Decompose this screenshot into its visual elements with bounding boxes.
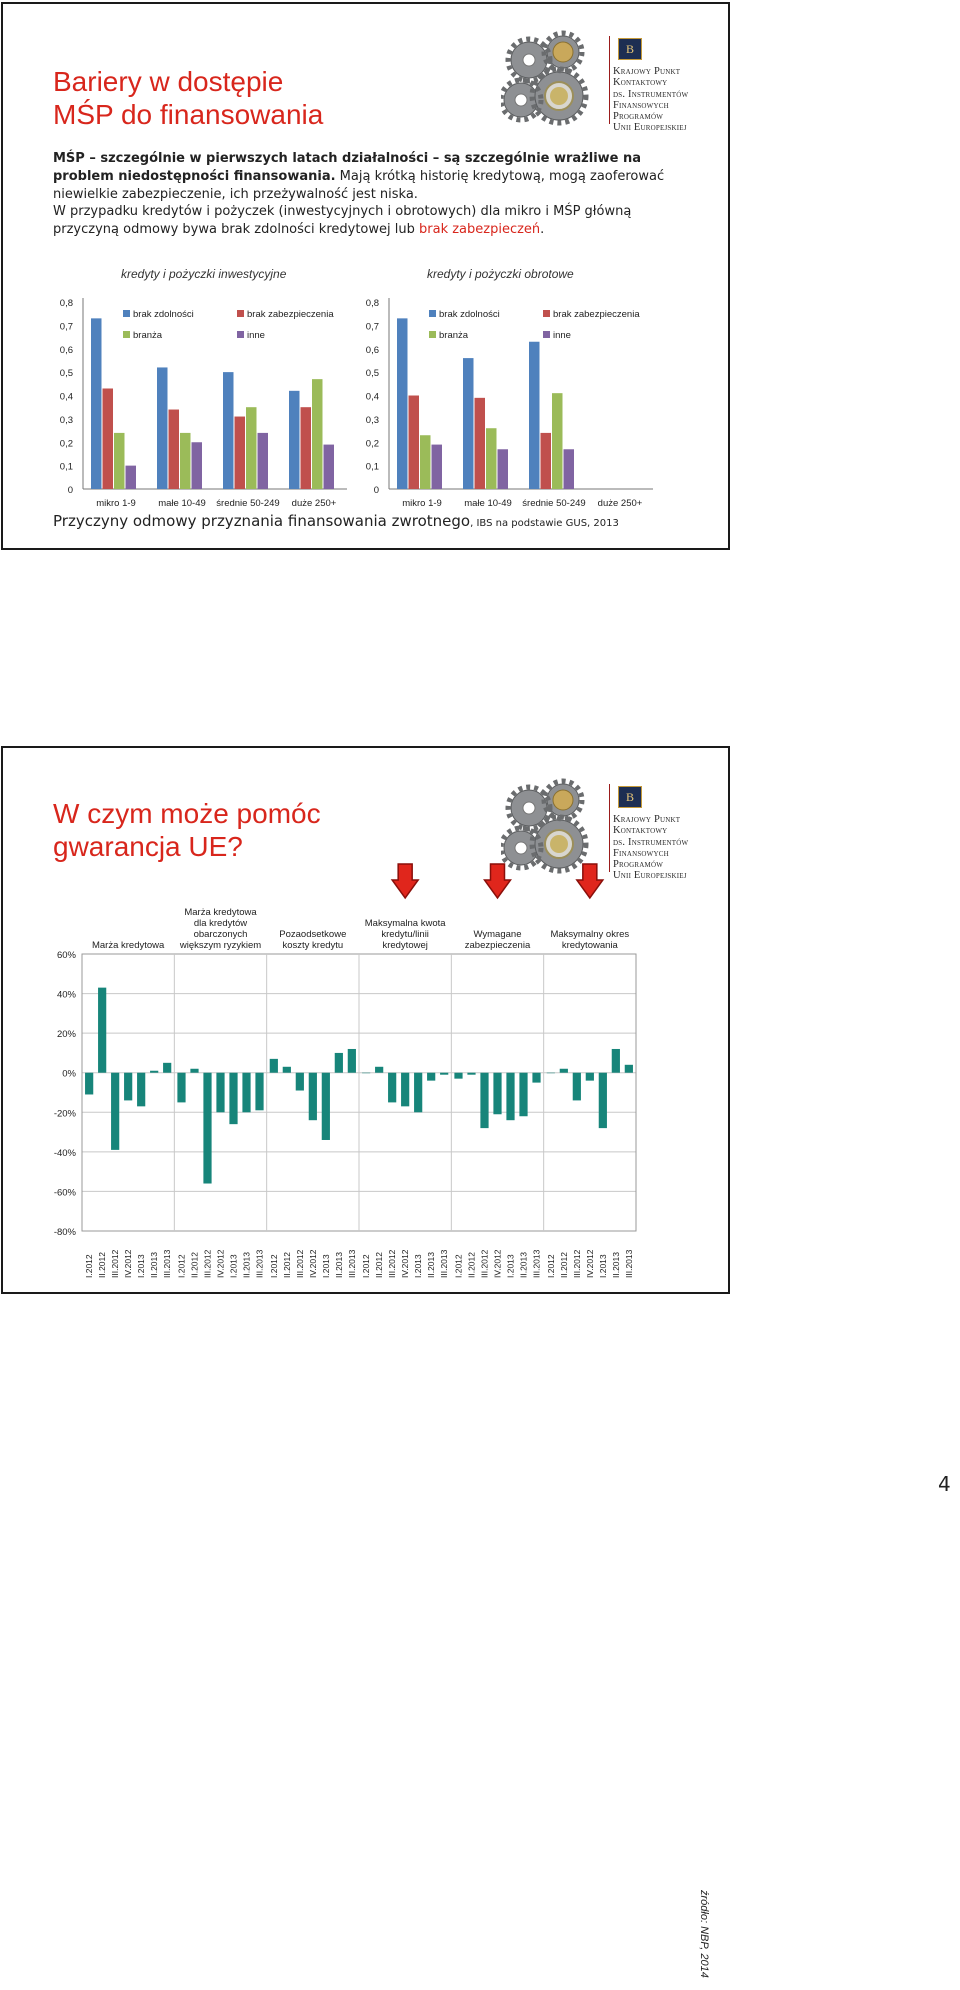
bar	[463, 358, 474, 489]
bar	[255, 1073, 263, 1111]
bar	[564, 449, 575, 489]
y-tick-label: 0,4	[365, 391, 379, 403]
bar	[91, 318, 102, 489]
bar	[190, 1069, 198, 1073]
bar	[427, 1073, 435, 1081]
bar	[414, 1073, 422, 1113]
bar	[409, 396, 420, 490]
bar	[498, 449, 509, 489]
x-tick-label: I.2013	[505, 1254, 516, 1278]
y-tick-label: 0,8	[365, 298, 379, 309]
bar	[289, 391, 300, 489]
legend-swatch	[123, 310, 130, 317]
legend-label: inne	[247, 330, 265, 341]
bar	[180, 433, 191, 489]
y-tick-label: 0,1	[59, 461, 73, 473]
x-tick-label: IV.2012	[584, 1249, 595, 1278]
bar	[246, 407, 257, 489]
paragraph-refusal-reasons: W przypadku kredytów i pożyczek (inwestycyjnych i obrotowych) dla mikro i MŚP główną przyczyną odmowy bywa brak zdolności kredytowej lub brak zabezpieczeń.	[53, 204, 632, 237]
bar	[322, 1073, 330, 1140]
chart-working-capital-loans	[357, 260, 657, 510]
group-label: Wymagane zabezpieczenia	[464, 929, 531, 951]
bar	[203, 1073, 211, 1184]
x-tick-label: III.2013	[162, 1249, 173, 1278]
emblem-icon: B	[618, 38, 642, 60]
logo-divider	[609, 784, 610, 872]
y-tick-label: 0,3	[59, 414, 73, 426]
x-tick-label: I.2012	[176, 1254, 187, 1278]
y-tick-label: 0,5	[59, 368, 73, 380]
y-tick-label: 0,8	[59, 298, 73, 309]
chart-title: kredyty i pożyczki obrotowe	[427, 267, 574, 281]
x-tick-label: duże 250+	[597, 498, 643, 509]
x-tick-label: IV.2012	[492, 1249, 503, 1278]
bar	[157, 367, 168, 489]
chart-caption: Przyczyny odmowy przyznania finansowania zwrotnego, IBS na podstawie GUS, 2013	[53, 512, 619, 530]
bar	[163, 1063, 171, 1073]
y-tick-label: 0	[67, 485, 73, 496]
bar	[235, 417, 246, 489]
bar	[547, 1073, 555, 1074]
legend-swatch	[543, 331, 550, 338]
bar	[229, 1073, 237, 1124]
y-tick-label: 0,5	[365, 368, 379, 380]
x-tick-label: III.2013	[531, 1249, 542, 1278]
x-tick-label: II.2012	[281, 1252, 292, 1278]
source-note	[695, 1890, 715, 1990]
x-tick-label: III.2013	[254, 1249, 265, 1278]
legend-swatch	[123, 331, 130, 338]
bar	[552, 393, 563, 489]
legend-swatch	[237, 310, 244, 317]
bar	[486, 428, 497, 489]
legend-swatch	[429, 310, 436, 317]
bar	[242, 1073, 250, 1113]
organization-text: Krajowy Punkt Kontaktowy ds. Instrumentów Finansowych Programów Unii Europejskiej	[613, 66, 689, 134]
x-tick-label: III.2013	[439, 1249, 450, 1278]
y-tick-label: 0,3	[365, 414, 379, 426]
bar	[560, 1069, 568, 1073]
bar	[137, 1073, 145, 1107]
bar	[335, 1053, 343, 1073]
y-tick-label: -60%	[53, 1187, 76, 1199]
page-number: 4	[938, 1472, 951, 1496]
source-text: źródło: NBP, 2014	[698, 1890, 710, 1978]
bar	[98, 988, 106, 1073]
gears-icon	[501, 30, 596, 130]
slide-barriers	[1, 2, 730, 550]
x-tick-label: średnie 50-249	[522, 498, 586, 509]
bar	[348, 1049, 356, 1073]
bar	[467, 1073, 475, 1075]
bar	[529, 342, 540, 489]
x-tick-label: I.2012	[268, 1254, 279, 1278]
title-line-1: Bariery w dostępie	[53, 66, 284, 97]
bar	[296, 1073, 304, 1091]
bar	[420, 435, 431, 489]
bar	[270, 1059, 278, 1073]
y-tick-label: -20%	[53, 1108, 76, 1120]
x-tick-label: I.2013	[320, 1254, 331, 1278]
bar	[216, 1073, 224, 1113]
x-tick-label: I.2013	[136, 1254, 147, 1278]
bar	[573, 1073, 581, 1101]
bar	[309, 1073, 317, 1120]
legend-label: brak zabezpieczenia	[553, 309, 640, 320]
y-tick-label: 0,7	[59, 321, 73, 333]
bar	[506, 1073, 514, 1120]
x-tick-label: I.2012	[545, 1254, 556, 1278]
bar	[625, 1065, 633, 1073]
x-tick-label: małe 10-49	[158, 498, 206, 509]
bar	[114, 433, 125, 489]
bar	[612, 1049, 620, 1073]
y-tick-label: 20%	[56, 1029, 76, 1041]
x-tick-label: II.2013	[241, 1252, 252, 1278]
bar	[283, 1067, 291, 1073]
x-tick-label: III.2012	[387, 1249, 398, 1278]
y-tick-label: 0	[373, 485, 379, 496]
title-line-1: W czym może pomóc	[53, 798, 321, 829]
x-tick-label: I.2013	[413, 1254, 424, 1278]
x-tick-label: III.2012	[479, 1249, 490, 1278]
x-tick-label: II.2012	[374, 1252, 385, 1278]
chart-title: kredyty i pożyczki inwestycyjne	[121, 267, 287, 281]
bar	[440, 1073, 448, 1075]
bar	[586, 1073, 594, 1081]
bar	[111, 1073, 119, 1150]
group-label: Marża kredytowa dla kredytów obarczonych większym ryzykiem	[179, 907, 262, 951]
x-tick-label: I.2012	[453, 1254, 464, 1278]
x-tick-label: II.2013	[333, 1252, 344, 1278]
bar	[532, 1073, 540, 1083]
chart-credit-conditions	[48, 890, 688, 1285]
x-tick-label: mikro 1-9	[402, 498, 442, 509]
bar	[126, 466, 137, 489]
bar	[388, 1073, 396, 1103]
x-tick-label: II.2012	[558, 1252, 569, 1278]
legend-swatch	[237, 331, 244, 338]
y-tick-label: 0,2	[365, 438, 379, 450]
y-tick-label: -40%	[53, 1147, 76, 1159]
y-tick-label: 40%	[56, 989, 76, 1001]
legend-swatch	[543, 310, 550, 317]
x-tick-label: III.2012	[571, 1249, 582, 1278]
x-tick-label: małe 10-49	[464, 498, 512, 509]
bar	[480, 1073, 488, 1128]
x-tick-label: III.2012	[110, 1249, 121, 1278]
bar	[432, 445, 443, 489]
x-tick-label: IV.2012	[215, 1249, 226, 1278]
x-tick-label: II.2012	[466, 1252, 477, 1278]
group-label: Pozaodsetkowe koszty kredytu	[279, 929, 347, 951]
gears-icon	[501, 778, 596, 878]
y-tick-label: 0,4	[59, 391, 73, 403]
emblem-icon: B	[618, 786, 642, 808]
x-tick-label: III.2012	[202, 1249, 213, 1278]
y-tick-label: 0,6	[365, 344, 379, 356]
legend-swatch	[429, 331, 436, 338]
legend-label: branża	[133, 330, 163, 341]
bar	[150, 1071, 158, 1073]
x-tick-label: II.2013	[518, 1252, 529, 1278]
bar	[375, 1067, 383, 1073]
x-tick-label: III.2013	[346, 1249, 357, 1278]
organization-text: Krajowy Punkt Kontaktowy ds. Instrumentów Finansowych Programów Unii Europejskiej	[613, 814, 689, 882]
paragraph-sme-vulnerability: MŚP – szczególnie w pierwszych latach działalności – są szczególnie wrażliwe na problem niedostępności finansowania. Mają krótką historię kredytową, mogą zaoferować niewielkie zabezpieczenie, ich przeżywalność jest niska.	[53, 151, 665, 202]
group-label: Maksymalna kwota kredytu/linii kredytowej	[364, 918, 446, 951]
slide-title	[53, 65, 323, 131]
group-label: Maksymalny okres kredytowania	[550, 929, 630, 951]
x-tick-label: mikro 1-9	[96, 498, 136, 509]
bar	[599, 1073, 607, 1128]
group-label: Marża kredytowa	[91, 940, 165, 951]
bar	[258, 433, 269, 489]
x-tick-label: III.2013	[623, 1249, 634, 1278]
bar	[519, 1073, 527, 1117]
bar	[541, 433, 552, 489]
highlight-collateral: brak zabezpieczeń	[419, 222, 541, 237]
title-line-2: MŚP do finansowania	[53, 99, 324, 130]
x-tick-label: II.2013	[610, 1252, 621, 1278]
x-tick-label: I.2012	[84, 1254, 95, 1278]
legend-label: brak zabezpieczenia	[247, 309, 334, 320]
y-tick-label: 0,7	[365, 321, 379, 333]
y-tick-label: 0%	[62, 1068, 76, 1080]
bar	[401, 1073, 409, 1107]
x-tick-label: średnie 50-249	[216, 498, 280, 509]
logo-divider	[609, 36, 610, 124]
slide-title	[53, 797, 321, 863]
x-tick-label: I.2013	[597, 1254, 608, 1278]
legend-label: brak zdolności	[439, 309, 500, 320]
y-tick-label: 0,6	[59, 344, 73, 356]
x-tick-label: II.2012	[97, 1252, 108, 1278]
bar	[475, 398, 486, 489]
y-tick-label: 60%	[56, 950, 76, 961]
chart-investment-loans	[51, 260, 351, 510]
y-tick-label: 0,2	[59, 438, 73, 450]
bar	[223, 372, 234, 489]
bar	[493, 1073, 501, 1115]
x-tick-label: I.2012	[361, 1254, 372, 1278]
x-tick-label: II.2012	[189, 1252, 200, 1278]
y-tick-label: -80%	[53, 1227, 76, 1238]
bar	[301, 407, 312, 489]
bar	[169, 410, 180, 489]
bar	[124, 1073, 132, 1101]
x-tick-label: II.2013	[149, 1252, 160, 1278]
y-tick-label: 0,1	[365, 461, 379, 473]
x-tick-label: IV.2012	[307, 1249, 318, 1278]
bar	[103, 388, 114, 489]
title-line-2: gwarancja UE?	[53, 831, 243, 862]
legend-label: branża	[439, 330, 469, 341]
bar	[454, 1073, 462, 1079]
x-tick-label: IV.2012	[123, 1249, 134, 1278]
bar	[397, 318, 408, 489]
bar	[362, 1073, 370, 1074]
x-tick-label: duże 250+	[291, 498, 337, 509]
x-tick-label: IV.2012	[400, 1249, 411, 1278]
organization-logo	[501, 778, 711, 882]
bar	[192, 442, 203, 489]
bar	[177, 1073, 185, 1103]
organization-logo	[501, 30, 711, 134]
legend-label: inne	[553, 330, 571, 341]
bar	[312, 379, 323, 489]
x-tick-label: II.2013	[426, 1252, 437, 1278]
bar	[324, 445, 335, 489]
legend-label: brak zdolności	[133, 309, 194, 320]
bar	[85, 1073, 93, 1095]
x-tick-label: I.2013	[228, 1254, 239, 1278]
x-tick-label: III.2012	[294, 1249, 305, 1278]
